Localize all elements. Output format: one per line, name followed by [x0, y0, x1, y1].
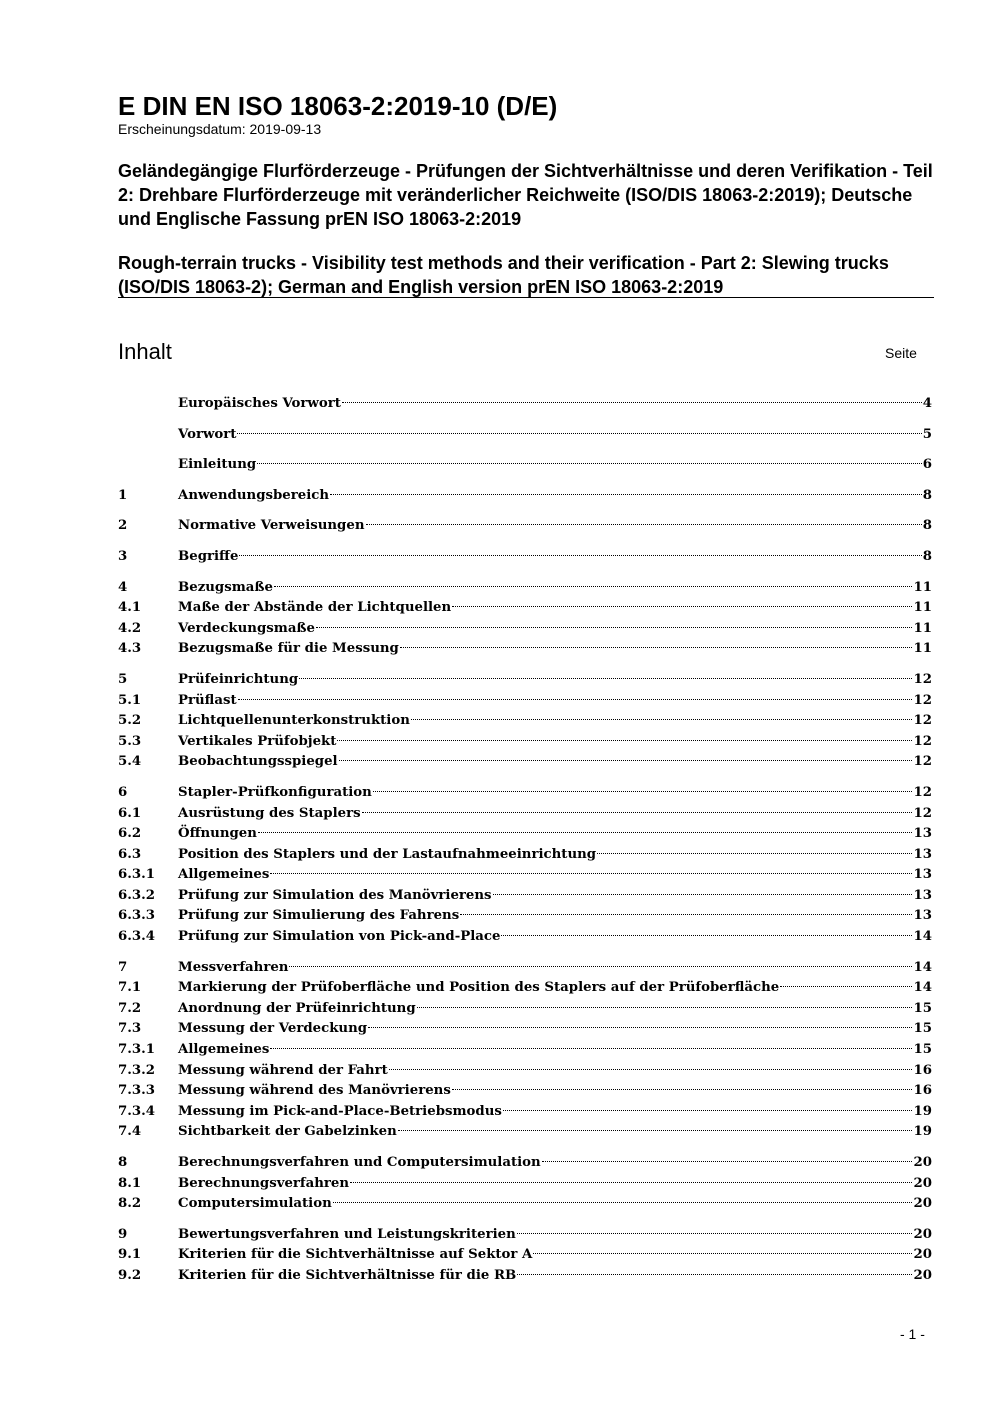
toc-entry[interactable]: [118, 732, 932, 753]
toc-dot-leader: [337, 739, 912, 741]
toc-entry-number: 4.3: [118, 641, 142, 657]
toc-entry[interactable]: [118, 804, 932, 825]
toc-entry[interactable]: [118, 1153, 932, 1174]
toc-entry-number: 8.2: [118, 1196, 142, 1212]
toc-dot-leader: [237, 432, 921, 434]
toc-entry-number: 8.1: [118, 1175, 142, 1191]
toc-dot-leader: [373, 790, 913, 792]
page-number: - 1 -: [900, 1326, 925, 1342]
toc-entry-title: Messung im Pick-and-Place-Betriebsmodus: [178, 1103, 502, 1119]
toc-entry-title: Prüfeinrichtung: [178, 671, 299, 687]
publication-date: Erscheinungsdatum: 2019-09-13: [118, 121, 322, 137]
toc-dot-leader: [270, 872, 912, 874]
toc-entry-title: Messverfahren: [178, 959, 289, 975]
toc-entry-page: 14: [913, 959, 932, 975]
toc-dot-leader: [257, 462, 922, 464]
toc-entry-title: Normative Verweisungen: [178, 518, 365, 534]
toc-entry[interactable]: [118, 578, 932, 599]
toc-entry-page: 12: [913, 733, 932, 749]
toc-entry-title: Bezugsmaße: [178, 579, 273, 595]
toc-dot-leader: [333, 1201, 913, 1203]
toc-entry-page: 19: [913, 1124, 932, 1140]
toc-entry-number: 6.3.1: [118, 867, 156, 883]
toc-dot-leader: [400, 646, 913, 648]
toc-dot-leader: [452, 605, 912, 607]
toc-entry[interactable]: [118, 906, 932, 927]
toc-entry[interactable]: [118, 1040, 932, 1061]
toc-entry-title: Prüfung zur Simulation von Pick-and-Place: [178, 929, 501, 945]
toc-dot-leader: [238, 698, 913, 700]
toc-heading: Inhalt: [118, 339, 172, 364]
toc-dot-leader: [417, 1006, 913, 1008]
toc-entry-number: 4.2: [118, 620, 142, 636]
toc-entry[interactable]: [118, 486, 932, 507]
toc-entry[interactable]: [118, 824, 932, 845]
toc-entry-page: 20: [913, 1267, 932, 1283]
toc-entry-page: 8: [922, 487, 932, 503]
toc-entry-page: 15: [913, 1021, 932, 1037]
toc-dot-leader: [316, 626, 912, 628]
toc-entry-page: 13: [913, 867, 932, 883]
toc-entry-page: 15: [913, 1042, 932, 1058]
toc-entry-number: 4: [118, 579, 128, 595]
toc-entry-number: 8: [118, 1155, 128, 1170]
toc-entry[interactable]: [118, 752, 932, 773]
toc-entry-number: 6: [118, 784, 128, 800]
toc-dot-leader: [342, 401, 922, 403]
toc-dot-leader: [452, 1088, 913, 1090]
toc-dot-leader: [460, 913, 912, 915]
toc-entry[interactable]: [118, 455, 932, 476]
toc-entry[interactable]: [118, 886, 932, 907]
toc-entry-title: Allgemeines: [178, 867, 270, 883]
toc-dot-leader: [411, 718, 913, 720]
toc-entry-title: Vorwort: [178, 426, 237, 442]
toc-entry-page: 20: [913, 1226, 932, 1242]
toc-entry-title: Berechnungsverfahren und Computersimulation: [178, 1155, 541, 1170]
toc-dot-leader: [398, 1129, 913, 1131]
toc-entry-page: 13: [913, 826, 932, 842]
toc-entry[interactable]: [118, 978, 932, 999]
toc-entry-number: 4.1: [118, 600, 142, 616]
toc-entry[interactable]: [118, 865, 932, 886]
toc-dot-leader: [330, 493, 922, 495]
toc-entry-page: 12: [913, 713, 932, 729]
toc-dot-leader: [389, 1068, 913, 1070]
toc-entry-page: 20: [913, 1196, 932, 1212]
toc-entry-page: 15: [913, 1000, 932, 1016]
toc-entry-title: Lichtquellenunterkonstruktion: [178, 713, 410, 729]
toc-entry-title: Begriffe: [178, 548, 239, 564]
toc-dot-leader: [270, 1047, 912, 1049]
toc-entry[interactable]: [118, 425, 932, 446]
document-number: E DIN EN ISO 18063-2:2019-10 (D/E): [118, 91, 558, 121]
toc-entry[interactable]: [118, 670, 932, 691]
toc-entry[interactable]: [118, 927, 932, 948]
toc-entry-number: 9.1: [118, 1247, 142, 1263]
toc-entry-number: 3: [118, 548, 128, 564]
toc-dot-leader: [780, 985, 912, 987]
toc-dot-leader: [597, 852, 912, 854]
toc-dot-leader: [366, 523, 922, 525]
toc-dot-leader: [362, 811, 913, 813]
toc-dot-leader: [493, 893, 913, 895]
toc-entry-number: 7.2: [118, 1000, 142, 1016]
toc-dot-leader: [503, 1109, 913, 1111]
toc-entry[interactable]: [118, 958, 932, 979]
toc-entry-title: Beobachtungsspiegel: [178, 754, 338, 770]
toc-entry-page: 12: [913, 784, 932, 800]
toc-dot-leader: [517, 1232, 913, 1234]
toc-entry-page: 13: [913, 908, 932, 924]
toc-entry[interactable]: [118, 619, 932, 640]
toc-entry-page: 14: [913, 980, 932, 996]
toc-entry[interactable]: [118, 691, 932, 712]
toc-dot-leader: [339, 759, 913, 761]
toc-dot-leader: [258, 831, 913, 833]
toc-entry-number: 7.3.3: [118, 1083, 156, 1099]
toc-entry-number: 6.3.2: [118, 887, 156, 903]
toc-entry-number: 7.1: [118, 980, 142, 996]
toc-entry-title: Messung während des Manövrierens: [178, 1083, 451, 1099]
toc-entry-page: 13: [913, 887, 932, 903]
toc-entry[interactable]: [118, 598, 932, 619]
toc-entry-title: Kriterien für die Sichtverhältnisse auf Sektor A: [178, 1247, 533, 1263]
toc-entry-page: 8: [922, 518, 932, 534]
toc-entry[interactable]: [118, 1245, 932, 1266]
toc-entry-title: Öffnungen: [178, 826, 257, 842]
toc-entry-page: 12: [913, 805, 932, 821]
toc-entry-title: Prüfung zur Simulation des Manövrierens: [178, 887, 492, 903]
toc-entry-page: 12: [913, 671, 932, 687]
toc-dot-leader: [542, 1160, 913, 1162]
toc-entry-number: 5.3: [118, 733, 142, 749]
toc-entry-page: 4: [922, 396, 932, 411]
toc-entry[interactable]: [118, 711, 932, 732]
toc-entry-number: 7.3.4: [118, 1103, 156, 1119]
toc-entry-title: Europäisches Vorwort: [178, 396, 341, 411]
toc-entry-title: Markierung der Prüfoberfläche und Position des Staplers auf der Prüfoberfläche: [178, 980, 780, 996]
toc-dot-leader: [517, 1273, 912, 1275]
toc-entry-number: 9: [118, 1226, 128, 1242]
toc-entry-number: 5: [118, 671, 128, 687]
toc-entry-title: Anordnung der Prüfeinrichtung: [178, 1000, 416, 1016]
toc-entry-title: Prüfung zur Simulierung des Fahrens: [178, 908, 460, 924]
title-english: Rough-terrain trucks - Visibility test methods and their verification - Part 2: Slewing trucks (ISO/DIS 18063-2); German and English version prEN ISO 18063-2:2019: [118, 253, 889, 297]
toc-entry-number: 2: [118, 518, 128, 534]
toc-entry-number: 9.2: [118, 1267, 142, 1283]
toc-entry-title: Einleitung: [178, 457, 257, 473]
toc-entry-number: 7: [118, 959, 128, 975]
toc-entry[interactable]: [118, 639, 932, 660]
toc-entry[interactable]: [118, 845, 932, 866]
toc-entry-title: Maße der Abstände der Lichtquellen: [178, 600, 452, 616]
toc-entry[interactable]: [118, 516, 932, 537]
title-divider: [118, 297, 934, 298]
toc-dot-leader: [501, 934, 912, 936]
toc-entry-page: 13: [913, 846, 932, 862]
toc-entry-title: Verdeckungsmaße: [178, 620, 315, 636]
toc-entry-page: 11: [913, 579, 932, 595]
toc-entry-page: 16: [913, 1083, 932, 1099]
toc-entry-title: Vertikales Prüfobjekt: [178, 733, 337, 749]
toc-entry-page: 19: [913, 1103, 932, 1119]
toc-entry-title: Messung der Verdeckung: [178, 1021, 368, 1037]
toc-entry[interactable]: [118, 783, 932, 804]
toc-entry-page: 8: [922, 548, 932, 564]
toc-entry-page: 16: [913, 1062, 932, 1078]
toc-entry-number: 6.3: [118, 846, 142, 862]
toc-entry[interactable]: [118, 1122, 932, 1143]
toc-entry-page: 20: [913, 1175, 932, 1191]
toc-entry-title: Computersimulation: [178, 1196, 332, 1212]
toc-entry-number: 1: [118, 487, 128, 503]
toc-entry-page: 20: [913, 1155, 932, 1170]
toc-entry-title: Ausrüstung des Staplers: [178, 805, 361, 821]
table-of-contents: [118, 394, 932, 1287]
toc-entry-number: 6.3.4: [118, 929, 156, 945]
toc-entry-title: Berechnungsverfahren: [178, 1175, 350, 1191]
toc-entry[interactable]: [118, 1266, 932, 1287]
toc-entry-page: 11: [913, 620, 932, 636]
toc-entry[interactable]: [118, 394, 932, 415]
toc-entry-page: 11: [913, 641, 932, 657]
toc-entry[interactable]: [118, 1019, 932, 1040]
toc-entry[interactable]: [118, 1102, 932, 1123]
toc-entry-title: Anwendungsbereich: [178, 487, 330, 503]
toc-entry-title: Bewertungsverfahren und Leistungskriterien: [178, 1226, 516, 1242]
toc-entry-title: Position des Staplers und der Lastaufnahmeeinrichtung: [178, 846, 597, 862]
toc-entry-page: 6: [922, 457, 932, 473]
toc-entry-page: 12: [913, 692, 932, 708]
toc-entry-title: Allgemeines: [178, 1042, 270, 1058]
toc-entry-number: 7.3: [118, 1021, 142, 1037]
toc-dot-leader: [299, 677, 912, 679]
toc-entry-number: 7.3.2: [118, 1062, 156, 1078]
title-german: Geländegängige Flurförderzeuge - Prüfungen der Sichtverhältnisse und deren Verifikation - Teil 2: Drehbare Flurförderzeuge mit veränderlicher Reichweite (ISO/DIS 18063-2:2019); Deutsche und Englische Fassung prEN ISO 18063-2:2019: [118, 161, 933, 229]
toc-entry[interactable]: [118, 1061, 932, 1082]
toc-dot-leader: [350, 1181, 912, 1183]
toc-entry[interactable]: [118, 999, 932, 1020]
toc-entry-page: 11: [913, 600, 932, 616]
toc-entry[interactable]: [118, 547, 932, 568]
toc-entry-title: Prüflast: [178, 692, 237, 708]
toc-entry-number: 6.3.3: [118, 908, 156, 924]
toc-entry-number: 5.2: [118, 713, 142, 729]
toc-dot-leader: [239, 554, 921, 556]
toc-entry-title: Stapler-Prüfkonfiguration: [178, 784, 372, 800]
toc-entry-number: 6.2: [118, 826, 142, 842]
toc-dot-leader: [274, 585, 913, 587]
toc-entry-page: 5: [922, 426, 932, 442]
toc-dot-leader: [289, 965, 912, 967]
toc-entry-number: 6.1: [118, 805, 142, 821]
toc-entry-title: Messung während der Fahrt: [178, 1062, 388, 1078]
toc-entry-page: 14: [913, 929, 932, 945]
toc-dot-leader: [368, 1026, 912, 1028]
toc-entry[interactable]: [118, 1194, 932, 1215]
toc-entry-number: 5.4: [118, 754, 142, 770]
toc-entry-page: 12: [913, 754, 932, 770]
toc-entry[interactable]: [118, 1081, 932, 1102]
toc-entry-title: Bezugsmaße für die Messung: [178, 641, 399, 657]
toc-entry-number: 7.4: [118, 1124, 142, 1140]
toc-entry-number: 7.3.1: [118, 1042, 156, 1058]
toc-entry-number: 5.1: [118, 692, 142, 708]
toc-entry-title: Sichtbarkeit der Gabelzinken: [178, 1124, 397, 1140]
toc-entry-page: 20: [913, 1247, 932, 1263]
toc-dot-leader: [533, 1252, 912, 1254]
toc-entry[interactable]: [118, 1225, 932, 1246]
toc-entry[interactable]: [118, 1174, 932, 1195]
toc-entry-title: Kriterien für die Sichtverhältnisse für die RB: [178, 1267, 517, 1283]
toc-page-column-label: Seite: [885, 345, 917, 361]
